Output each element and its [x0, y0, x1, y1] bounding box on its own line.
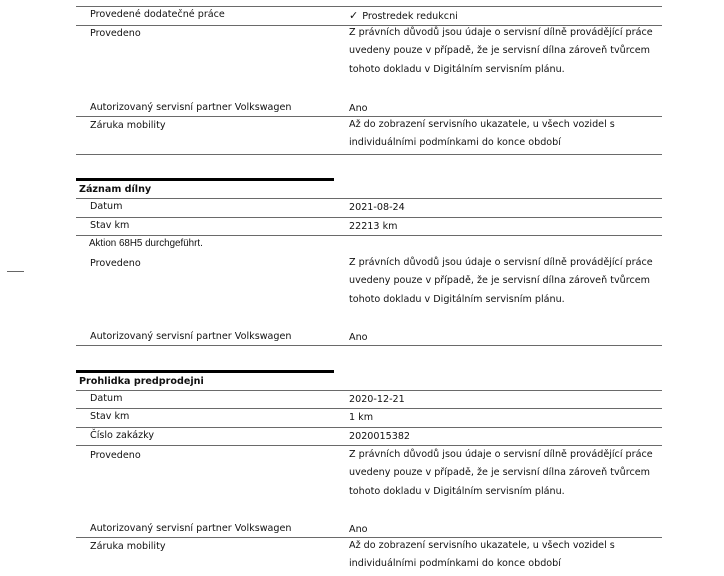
row-value: Ano [349, 103, 368, 114]
table-row [76, 327, 662, 346]
row-label: Provedeno [90, 450, 141, 461]
table-row [76, 218, 662, 236]
row-value: Až do zobrazení servisního ukazatele, u všech vozidel s individuálními podmínkami do konce období [349, 540, 615, 570]
table-row [76, 236, 662, 255]
row-label: Provedené dodatečné práce [90, 9, 225, 20]
margin-mark [7, 271, 24, 272]
table-row [76, 538, 662, 576]
action-note: Aktion 68H5 durchgeführt. [89, 238, 203, 249]
row-label: Stav km [90, 220, 130, 231]
table-row [76, 199, 662, 218]
row-value [349, 9, 662, 24]
table-row [76, 391, 662, 409]
row-value: 2020015382 [349, 431, 411, 442]
table-row [76, 428, 662, 446]
row-label: Autorizovaný servisní partner Volkswagen [90, 102, 292, 113]
row-label: Provedeno [90, 28, 141, 39]
row-label: Autorizovaný servisní partner Volkswagen [90, 331, 292, 342]
heading-bar [76, 178, 334, 181]
section-heading [76, 370, 662, 391]
row-value: Ano [349, 332, 368, 343]
row-label: Provedeno [90, 258, 141, 269]
table-row [76, 519, 662, 538]
row-value: Z právních důvodů jsou údaje o servisní dílně provádějící práce uvedeny pouze v případě, že je servisní dílna zároveň tvůrcem tohoto dokladu v Digitálním servisním plánu. [349, 27, 653, 75]
row-label: Datum [90, 393, 123, 404]
row-label: Stav km [90, 411, 130, 422]
row-value: 22213 km [349, 221, 398, 232]
row-label: Autorizovaný servisní partner Volkswagen [90, 523, 292, 534]
row-label: Záruka mobility [90, 120, 166, 131]
row-label: Záruka mobility [90, 541, 166, 552]
row-value: Až do zobrazení servisního ukazatele, u všech vozidel s individuálními podmínkami do konce období [349, 119, 615, 149]
table-row [76, 409, 662, 428]
row-label: Datum [90, 201, 123, 212]
checkmark-icon: ✓ [349, 9, 359, 22]
row-value: 2020-12-21 [349, 394, 405, 405]
row-value: 1 km [349, 412, 374, 423]
row-value: 2021-08-24 [349, 202, 405, 213]
table-row [76, 117, 662, 155]
row-value: Ano [349, 524, 368, 535]
section-title: Prohlidka predprodejni [79, 376, 204, 387]
row-value: Z právních důvodů jsou údaje o servisní dílně provádějící práce uvedeny pouze v případě, že je servisní dílna zároveň tvůrcem tohoto dokladu v Digitálním servisním plánu. [349, 257, 653, 305]
row-label: Číslo zakázky [90, 430, 155, 441]
section-heading [76, 178, 662, 199]
heading-bar [76, 370, 334, 373]
table-row [76, 98, 662, 117]
additional-work-value: Prostredek redukcni [362, 11, 458, 22]
section-title: Záznam dílny [79, 184, 152, 195]
table-row [76, 0, 662, 7]
row-value: Z právních důvodů jsou údaje o servisní dílně provádějící práce uvedeny pouze v případě, že je servisní dílna zároveň tvůrcem tohoto dokladu v Digitálním servisním plánu. [349, 449, 653, 497]
